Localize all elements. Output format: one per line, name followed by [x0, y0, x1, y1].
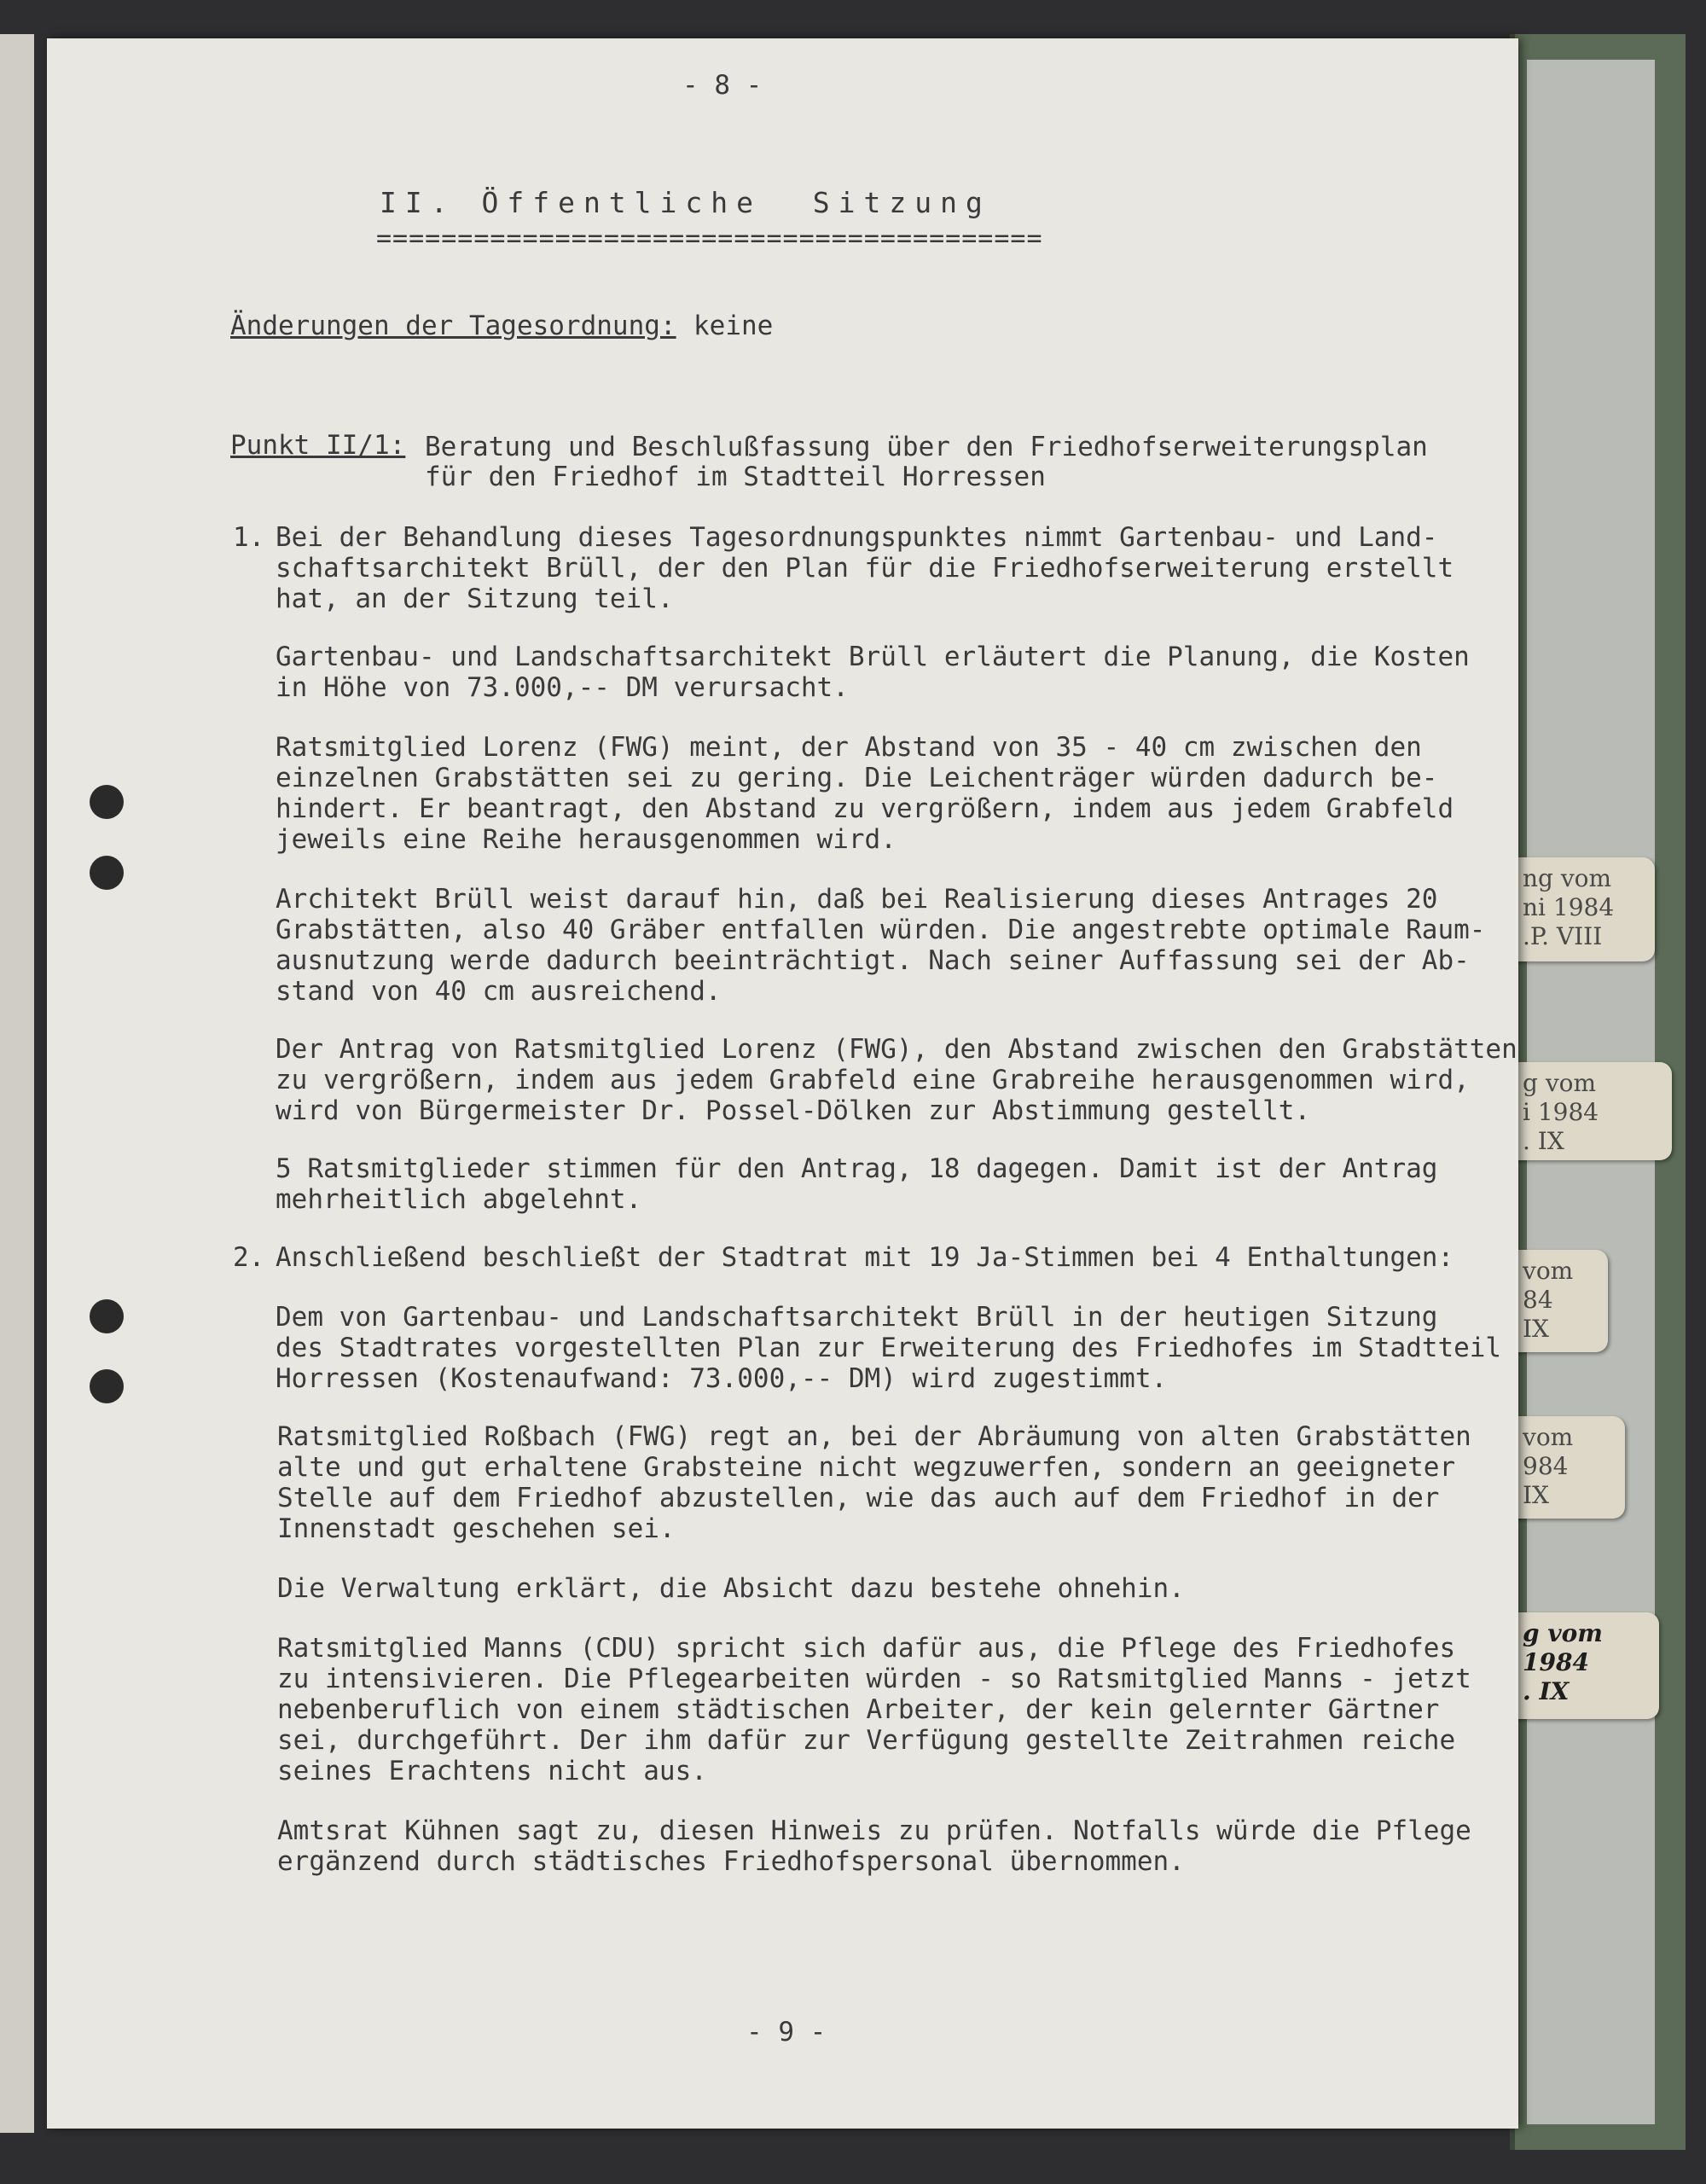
text-line: zu intensivieren. Die Pflegearbeiten würden - so Ratsmitglied Manns - jetzt: [277, 1664, 1471, 1694]
text-line: Architekt Brüll weist darauf hin, daß bei Realisierung dieses Antrages 20: [276, 884, 1438, 915]
text-line: Grabstätten, also 40 Gräber entfallen würden. Die angestrebte optimale Raum-: [276, 915, 1486, 945]
text-line: Die Verwaltung erklärt, die Absicht dazu bestehe ohnehin.: [277, 1573, 1185, 1604]
register-tab-text: vom: [1523, 1423, 1574, 1451]
agenda-point-title-line: für den Friedhof im Stadtteil Horressen: [425, 462, 1046, 492]
text-line: zu vergrößern, indem aus jedem Grabfeld eine Grabreihe herausgenommen wird,: [276, 1065, 1470, 1095]
page-number-bottom: - 9 -: [746, 2017, 827, 2048]
text-line: hindert. Er beantragt, den Abstand zu vergrößern, indem aus jedem Grabfeld: [276, 793, 1454, 824]
register-tab-text: IX: [1523, 1315, 1549, 1343]
left-page-edge: [0, 34, 34, 2133]
item-number: 1.: [233, 522, 265, 553]
document-page: [47, 38, 1518, 2129]
register-tab-text: . IX: [1523, 1127, 1564, 1155]
text-line: alte und gut erhaltene Grabsteine nicht wegzuwerfen, sondern an geeigneter: [277, 1452, 1456, 1483]
text-line: Horressen (Kostenaufwand: 73.000,-- DM) wird zugestimmt.: [276, 1363, 1168, 1394]
punch-hole: [90, 856, 124, 890]
register-tab-text: 1984: [1523, 1648, 1589, 1676]
text-line: nebenberuflich von einem städtischen Arbeiter, der kein gelernter Gärtner: [277, 1694, 1440, 1725]
text-line: Ratsmitglied Lorenz (FWG) meint, der Abstand von 35 - 40 cm zwischen den: [276, 732, 1422, 763]
register-tab-4[interactable]: [1506, 1416, 1625, 1519]
agenda-point-title-line: Beratung und Beschlußfassung über den Friedhofserweiterungsplan: [425, 432, 1428, 462]
register-tab-text: g vom: [1523, 1619, 1603, 1647]
register-tab-text: vom: [1523, 1257, 1574, 1285]
text-line: in Höhe von 73.000,-- DM verursacht.: [276, 672, 849, 703]
register-tab-2[interactable]: [1506, 1062, 1672, 1160]
agenda-changes-value: keine: [693, 311, 774, 341]
text-line: seines Erachtens nicht aus.: [277, 1756, 707, 1786]
text-line: Dem von Gartenbau- und Landschaftsarchitekt Brüll in der heutigen Sitzung: [276, 1302, 1438, 1333]
register-tab-text: IX: [1523, 1481, 1549, 1509]
item-number: 2.: [233, 1242, 265, 1273]
register-tab-text: ng vom: [1523, 864, 1612, 892]
text-line: ergänzend durch städtisches Friedhofspersonal übernommen.: [277, 1846, 1185, 1877]
register-tab-text: ni 1984: [1523, 893, 1615, 921]
register-tab-text: 84: [1523, 1286, 1553, 1314]
register-tab-text: . IX: [1523, 1677, 1570, 1705]
text-line: Stelle auf dem Friedhof abzustellen, wie das auch auf dem Friedhof in der: [277, 1483, 1440, 1513]
text-line: Gartenbau- und Landschaftsarchitekt Brüll erläutert die Planung, die Kosten: [276, 642, 1470, 672]
punch-hole: [90, 785, 124, 819]
text-line: schaftsarchitekt Brüll, der den Plan für die Friedhofserweiterung erstellt: [276, 553, 1454, 584]
text-line: stand von 40 cm ausreichend.: [276, 976, 722, 1007]
register-tab-text: .P. VIII: [1523, 922, 1603, 950]
text-line: sei, durchgeführt. Der ihm dafür zur Verfügung gestellte Zeitrahmen reiche: [277, 1725, 1456, 1756]
agenda-changes-label: Änderungen der Tagesordnung:: [230, 311, 676, 341]
punch-hole: [90, 1299, 124, 1333]
register-tab-5[interactable]: [1506, 1612, 1659, 1719]
punch-hole: [90, 1369, 124, 1403]
text-line: einzelnen Grabstätten sei zu gering. Die Leichenträger würden dadurch be-: [276, 763, 1438, 793]
page-number-top: - 8 -: [682, 70, 763, 101]
text-line: Ratsmitglied Roßbach (FWG) regt an, bei der Abräumung von alten Grabstätten: [277, 1421, 1471, 1452]
text-line: des Stadtrates vorgestellten Plan zur Erweiterung des Friedhofes im Stadtteil: [276, 1333, 1502, 1363]
register-tab-text: 984: [1523, 1452, 1569, 1480]
text-line: Ratsmitglied Manns (CDU) spricht sich dafür aus, die Pflege des Friedhofes: [277, 1633, 1456, 1664]
heading-double-rule: =========================================: [376, 224, 1043, 253]
agenda-point-label: Punkt II/1:: [230, 430, 406, 461]
text-line: jeweils eine Reihe herausgenommen wird.: [276, 824, 897, 855]
register-tab-text: i 1984: [1523, 1098, 1599, 1126]
text-line: Amtsrat Kühnen sagt zu, diesen Hinweis zu prüfen. Notfalls würde die Pflege: [277, 1815, 1471, 1846]
register-tab-text: g vom: [1523, 1069, 1597, 1097]
text-line: Der Antrag von Ratsmitglied Lorenz (FWG), den Abstand zwischen den Grabstätten: [276, 1034, 1517, 1065]
text-line: mehrheitlich abgelehnt.: [276, 1184, 642, 1215]
text-line: Anschließend beschließt der Stadtrat mit 19 Ja-Stimmen bei 4 Enthaltungen:: [276, 1242, 1454, 1273]
text-line: Innenstadt geschehen sei.: [277, 1513, 676, 1544]
text-line: wird von Bürgermeister Dr. Possel-Dölken zur Abstimmung gestellt.: [276, 1095, 1311, 1126]
register-tab-3[interactable]: [1506, 1250, 1608, 1352]
register-tab-1[interactable]: [1506, 857, 1655, 961]
text-line: hat, an der Sitzung teil.: [276, 584, 674, 614]
section-heading: II. Öffentliche Sitzung: [380, 186, 991, 219]
text-line: ausnutzung werde dadurch beeinträchtigt. Nach seiner Auffassung sei der Ab-: [276, 945, 1470, 976]
text-line: 5 Ratsmitglieder stimmen für den Antrag, 18 dagegen. Damit ist der Antrag: [276, 1153, 1438, 1184]
text-line: Bei der Behandlung dieses Tagesordnungspunktes nimmt Gartenbau- und Land-: [276, 522, 1438, 553]
